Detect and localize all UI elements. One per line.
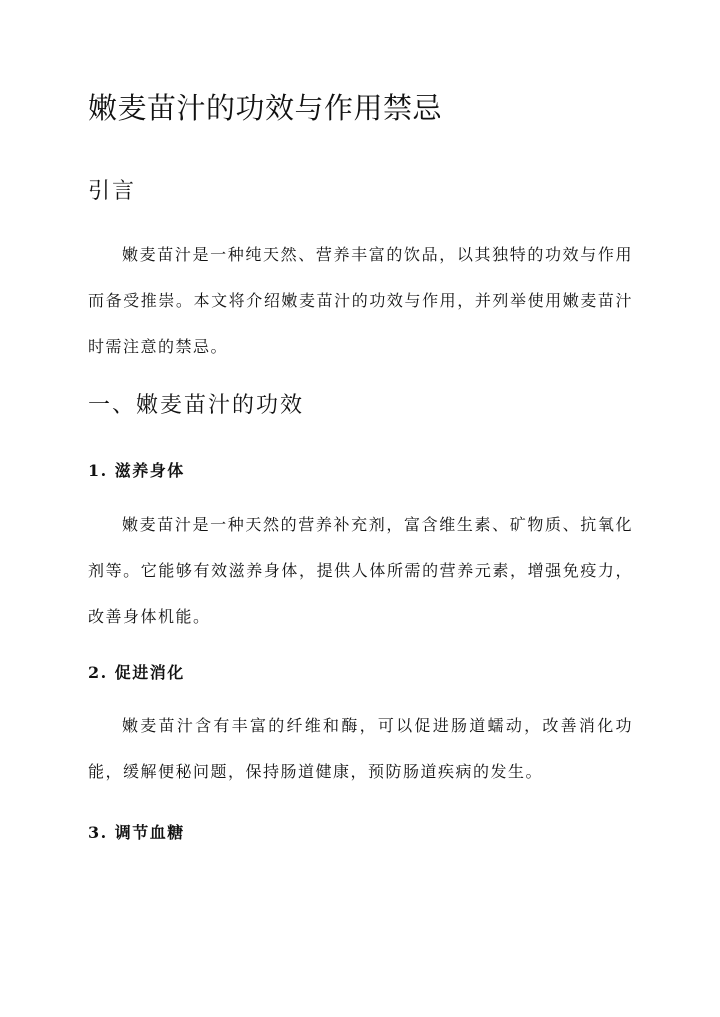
subsection-heading-digestion: 2. 促进消化 xyxy=(88,663,185,682)
intro-heading: 引言 xyxy=(88,179,137,204)
subsection-heading-blood-sugar: 3. 调节血糖 xyxy=(88,823,185,842)
subsection-heading-nourish: 1. 滋养身体 xyxy=(88,461,185,480)
document-title: 嫩麦苗汁的功效与作用禁忌 xyxy=(88,91,443,125)
paragraph-nourish: 嫩麦苗汁是一种天然的营养补充剂，富含维生素、矿物质、抗氧化剂等。它能够有效滋养身体，提供人体所需的营养元素，增强免疫力，改善身体机能。 xyxy=(88,515,633,626)
paragraph-digestion: 嫩麦苗汁含有丰富的纤维和酶，可以促进肠道蠕动，改善消化功能，缓解便秘问题，保持肠道健康，预防肠道疾病的发生。 xyxy=(88,716,633,781)
section-heading-efficacy: 一、嫩麦苗汁的功效 xyxy=(88,393,305,418)
intro-paragraph: 嫩麦苗汁是一种纯天然、营养丰富的饮品，以其独特的功效与作用而备受推崇。本文将介绍嫩麦苗汁的功效与作用，并列举使用嫩麦苗汁时需注意的禁忌。 xyxy=(88,245,633,356)
